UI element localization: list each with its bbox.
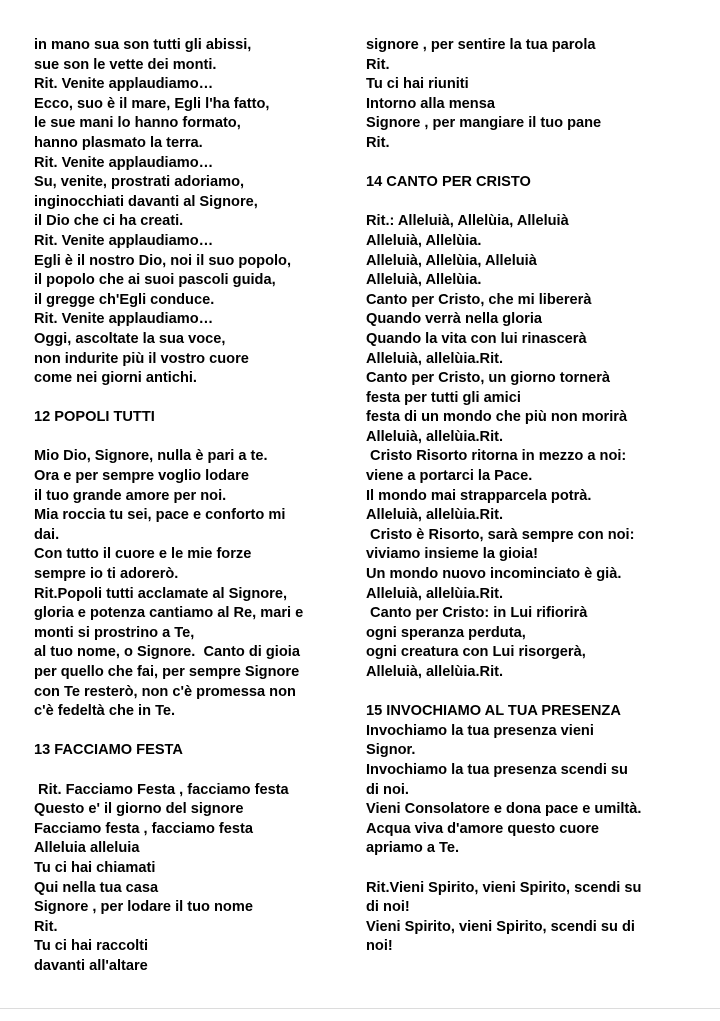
lyric-line: Rit. Venite applaudiamo… [34,232,214,249]
blank-line [366,154,700,174]
lyric-line: c'è fedeltà che in Te. [34,703,176,720]
lyric-line: Alleluià, allelùia.Rit. [366,507,504,524]
lyric-line: Alleluià, Allelùia. [366,272,482,289]
left-column [34,36,364,977]
lyric-line: Tu ci hai riuniti [366,76,469,93]
lyric-line: Alleluià, allelùia.Rit. [366,585,504,602]
lyric-line: sue son le vette dei monti. [34,56,217,73]
lyric-line: Rit. Venite applaudiamo… [34,76,214,93]
lyric-line: Egli è il nostro Dio, noi il suo popolo, [34,252,292,269]
blank-line [366,683,700,703]
blank-line [34,389,364,409]
song-title: 13 FACCIAMO FESTA [34,742,183,759]
lyric-line: Rit. [366,56,390,73]
lyric-line: Quando la vita con lui rinascerà [366,330,587,347]
lyric-line: signore , per sentire la tua parola [366,37,596,53]
lyric-line: Signor. [366,742,416,759]
lyric-line: Rit.: Alleluià, Allelùia, Alleluià [366,213,569,230]
page-divider [0,1008,720,1009]
lyric-line: Acqua viva d'amore questo cuore [366,820,599,837]
lyric-line: Cristo è Risorto, sarà sempre con noi: [366,526,635,543]
lyric-line: Cristo Risorto ritorna in mezzo a noi: [366,448,627,465]
lyric-line: Vieni Consolatore e dona pace e umiltà. [366,801,642,818]
lyric-line: Su, venite, prostrati adoriamo, [34,174,245,191]
lyric-line: Alleluià, allelùia.Rit. [366,350,504,367]
lyric-line: Con tutto il cuore e le mie forze [34,546,252,563]
lyric-line: non indurite più il vostro cuore [34,350,249,367]
lyric-line: noi! [366,938,393,955]
lyric-line: Un mondo nuovo incominciato è già. [366,566,622,583]
lyric-line: Alleluia alleluia [34,840,140,857]
lyric-line: al tuo nome, o Signore. Canto di gioia [34,644,300,661]
lyric-line: gloria e potenza cantiamo al Re, mari e [34,605,304,622]
lyric-line: di noi. [366,781,409,798]
lyric-line: Rit.Popoli tutti acclamate al Signore, [34,585,288,602]
lyric-line: in mano sua son tutti gli abissi, [34,37,252,53]
lyric-line: ogni speranza perduta, [366,624,526,641]
lyric-line: Alleluià, Allelùia, Alleluià [366,252,537,269]
lyric-line: Invochiamo la tua presenza scendi su [366,761,628,778]
lyric-line: Vieni Spirito, vieni Spirito, scendi su di [366,918,635,935]
lyric-line: viene a portarci la Pace. [366,468,533,485]
lyric-line: Rit. [34,918,58,935]
lyric-line: Rit. Venite applaudiamo… [34,311,214,328]
lyric-line: come nei giorni antichi. [34,370,197,387]
lyric-line: Qui nella tua casa [34,879,159,896]
lyric-line: Intorno alla mensa [366,95,495,112]
lyric-line: Quando verrà nella gloria [366,311,542,328]
lyric-line: Signore , per lodare il tuo nome [34,899,253,916]
blank-line [366,193,700,213]
lyric-line: il popolo che ai suoi pascoli guida, [34,272,276,289]
lyric-line: Mia roccia tu sei, pace e conforto mi [34,507,286,524]
lyric-line: di noi! [366,899,410,916]
lyric-line: il gregge ch'Egli conduce. [34,291,215,308]
lyric-line: apriamo a Te. [366,840,459,857]
lyric-line: Canto per Cristo: in Lui rifiorirà [366,605,588,622]
lyric-line: Alleluià, allelùia.Rit. [366,428,504,445]
lyric-line: Tu ci hai raccolti [34,938,149,955]
lyric-line: Canto per Cristo, che mi libererà [366,291,592,308]
song-title: 14 CANTO PER CRISTO [366,174,531,191]
lyric-line: davanti all'altare [34,957,148,974]
blank-line [366,859,700,879]
lyric-line: per quello che fai, per sempre Signore [34,664,300,680]
lyric-line: Alleluià, allelùia.Rit. [366,664,504,680]
lyric-line: Rit. [366,134,390,151]
song-title: 15 INVOCHIAMO AL TUA PRESENZA [366,703,621,720]
lyric-line: Ecco, suo è il mare, Egli l'ha fatto, [34,95,270,112]
lyric-line: il Dio che ci ha creati. [34,213,184,230]
lyric-line: inginocchiati davanti al Signore, [34,193,258,210]
lyric-line: Rit.Vieni Spirito, vieni Spirito, scendi su [366,879,642,896]
lyric-line: festa di un mondo che più non morirà [366,409,628,426]
lyric-line: sempre io ti adorerò. [34,566,179,583]
lyric-line: Facciamo festa , facciamo festa [34,820,254,837]
lyric-line: Mio Dio, Signore, nulla è pari a te. [34,448,268,465]
blank-line [34,722,364,742]
lyric-line: ogni creatura con Lui risorgerà, [366,644,586,661]
lyric-line: Ora e per sempre voglio lodare [34,468,249,485]
lyric-line: Rit. Venite applaudiamo… [34,154,214,171]
blank-line [34,761,364,781]
lyric-line: Alleluià, Allelùia. [366,232,482,249]
lyric-line: Rit. Facciamo Festa , facciamo festa [34,781,289,798]
song-title: 12 POPOLI TUTTI [34,409,155,426]
lyric-line: Signore , per mangiare il tuo pane [366,115,602,132]
lyric-line: Canto per Cristo, un giorno tornerà [366,370,611,387]
lyric-line: Il mondo mai strapparcela potrà. [366,487,592,504]
lyric-line: Tu ci hai chiamati [34,859,156,876]
lyric-line: Questo e' il giorno del signore [34,801,244,818]
lyric-line: hanno plasmato la terra. [34,134,203,151]
lyric-line: monti si prostrino a Te, [34,624,195,641]
lyric-line: Oggi, ascoltate la sua voce, [34,330,226,347]
lyric-line: Invochiamo la tua presenza vieni [366,722,594,739]
lyric-line: le sue mani lo hanno formato, [34,115,241,132]
right-column [366,36,700,957]
lyric-line: il tuo grande amore per noi. [34,487,227,504]
lyric-line: festa per tutti gli amici [366,389,521,406]
lyric-line: con Te resterò, non c'è promessa non [34,683,296,700]
lyric-line: dai. [34,526,60,543]
lyric-line: viviamo insieme la gioia! [366,546,538,563]
blank-line [34,428,364,448]
